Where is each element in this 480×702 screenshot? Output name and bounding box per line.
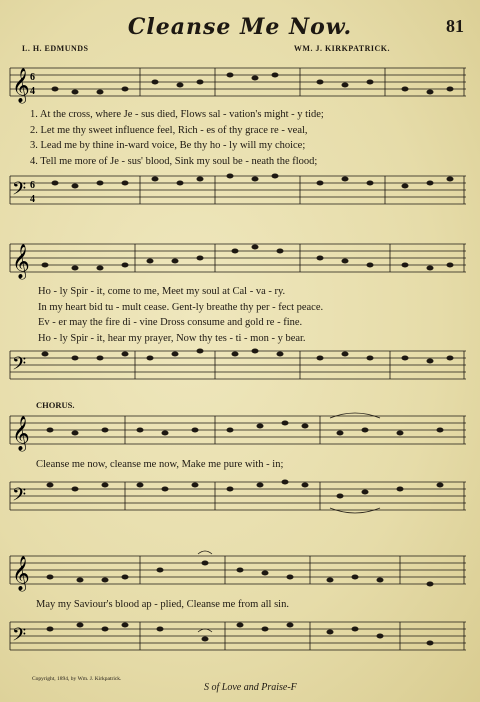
verse-line: Ho - ly Spir - it, come to me, Meet my soul at Cal - va - ry. [38, 286, 286, 297]
staff-system3-bass [0, 474, 480, 519]
bass-clef-icon: 𝄢 [12, 179, 27, 204]
verse-line: Ho - ly Spir - it, hear my prayer, Now thy tes - ti - mon - y bear. [38, 332, 306, 344]
staff-system1-bass [0, 168, 480, 213]
time-sig-top: 6 [30, 180, 35, 191]
bass-clef-icon: 𝄢 [12, 625, 27, 650]
hymn-title: Cleanse Me Now. [127, 14, 353, 40]
treble-clef-icon: 𝄞 [12, 556, 30, 591]
staff-system2-bass [0, 343, 480, 388]
verse-line: 1. At the cross, where Je - sus died, Flows sal - vation's might - y tide; [30, 109, 324, 120]
bass-clef-icon: 𝄢 [12, 485, 27, 510]
chorus-lyric-line2: May my Saviour's blood ap - plied, Cleanse me from all sin. [36, 599, 289, 610]
staff-system4-treble [0, 548, 480, 593]
time-sig-bottom: 4 [30, 194, 35, 205]
verse-line: 3. Lead me by thine in-ward voice, Be thy ho - ly will my choice; [30, 140, 306, 151]
verse-line: 4. Tell me more of Je - sus' blood, Sink my soul be - neath the flood; [30, 155, 318, 167]
verse-line: In my heart bid tu - mult cease. Gent-ly breathe thy per - fect peace. [38, 301, 324, 313]
verse-line: Ev - er may the fire di - vine Dross consume and gold re - fine. [38, 317, 303, 328]
verse-block-1 [16, 107, 456, 169]
time-sig-bottom: 4 [30, 86, 35, 97]
treble-clef-icon: 𝄞 [12, 68, 30, 103]
bass-clef-icon: 𝄢 [12, 354, 27, 379]
chorus-lyric-line1: Cleanse me now, cleanse me now, Make me pure with - in; [36, 459, 284, 470]
verse-line: 2. Let me thy sweet influence feel, Rich - es of thy grace re - veal, [30, 124, 308, 136]
copyright-notice: Copyright, 1894, by Wm. J. Kirkpatrick. [32, 676, 122, 682]
treble-clef-icon: 𝄞 [12, 416, 30, 451]
music-credit: WM. J. KIRKPATRICK. [293, 44, 390, 53]
page-number: 81 [446, 16, 464, 36]
words-credit: L. H. EDMUNDS [22, 44, 89, 53]
treble-clef-icon: 𝄞 [12, 244, 30, 279]
time-sig-top: 6 [30, 72, 35, 83]
verse-block-2 [16, 284, 456, 346]
staff-system2-treble [0, 236, 480, 281]
staff-system4-bass [0, 614, 480, 659]
staff-system3-treble [0, 408, 480, 453]
staff-system1-treble [0, 60, 480, 110]
signature-footer: S of Love and Praise-F [204, 682, 297, 693]
chorus-label: CHORUS. [36, 400, 75, 410]
